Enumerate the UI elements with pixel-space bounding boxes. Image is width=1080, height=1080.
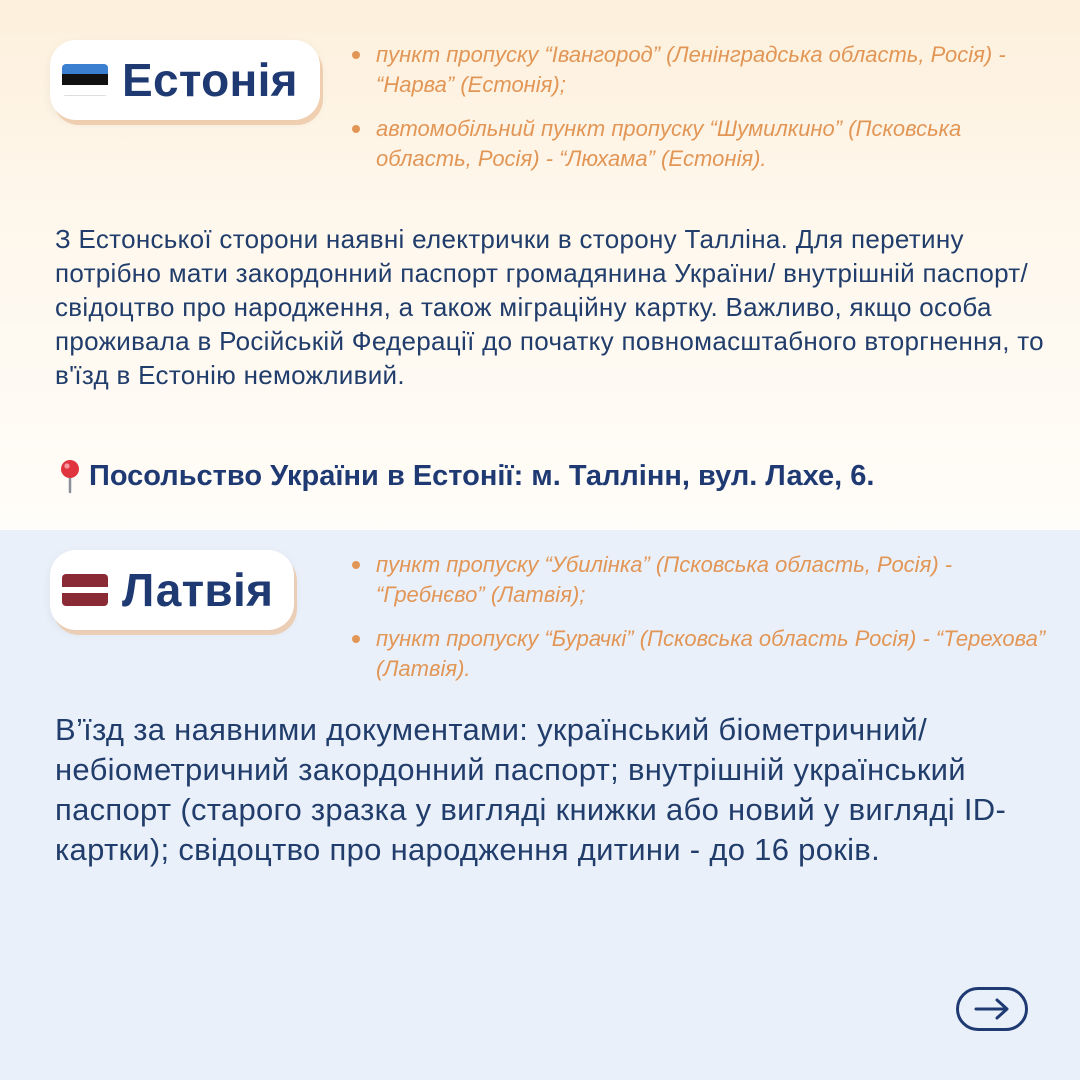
estonia-description: З Естонської сторони наявні електрички в сторону Талліна. Для перетину потрібно мати закордонний паспорт громадянина України/ внутрішній паспорт/ свідоцтво про народження, а також міграційну картку. Важливо, якщо особа проживала в Російській Федерації до початку повномасштабного вторгнення, то в'їзд в Естонію неможливий. <box>55 224 1044 390</box>
embassy-address: Посольство України в Естонії: м. Таллінн, вул. Лахе, 6. <box>89 459 875 492</box>
latvia-description: В’їзд за наявними документами: український біометричний/небіометричний закордонний паспорт; внутрішній український паспорт (старого зразка у вигляді книжки або новий у вигляді ID-картки); свідоцтво про народження дитини - до 16 років. <box>55 712 1007 867</box>
arrow-right-icon <box>972 997 1012 1021</box>
list-item: автомобільний пункт пропуску “Шумилкино” (Псковська область, Росія) - “Люхама” (Естонія). <box>350 114 1050 174</box>
latvia-title-pill <box>50 550 294 630</box>
estonia-title-pill <box>50 40 320 120</box>
estonia-flag-icon <box>62 64 108 96</box>
estonia-title: Естонія <box>122 54 298 106</box>
list-item: пункт пропуску “Убилінка” (Псковська область, Росія) - “Гребнєво” (Латвія); <box>350 550 1050 610</box>
map-pin-icon <box>55 458 85 494</box>
list-item: пункт пропуску “Бурачкі” (Псковська область Росія) - “Терехова” (Латвія). <box>350 624 1050 684</box>
next-button[interactable] <box>956 987 1028 1031</box>
latvia-flag-icon <box>62 574 108 606</box>
latvia-title: Латвія <box>122 564 274 616</box>
estonia-embassy <box>55 458 874 494</box>
estonia-crossings-list <box>350 40 1050 188</box>
list-item: пункт пропуску “Івангород” (Ленінградська область, Росія) - “Нарва” (Естонія); <box>350 40 1050 100</box>
latvia-crossings-list <box>350 550 1050 698</box>
